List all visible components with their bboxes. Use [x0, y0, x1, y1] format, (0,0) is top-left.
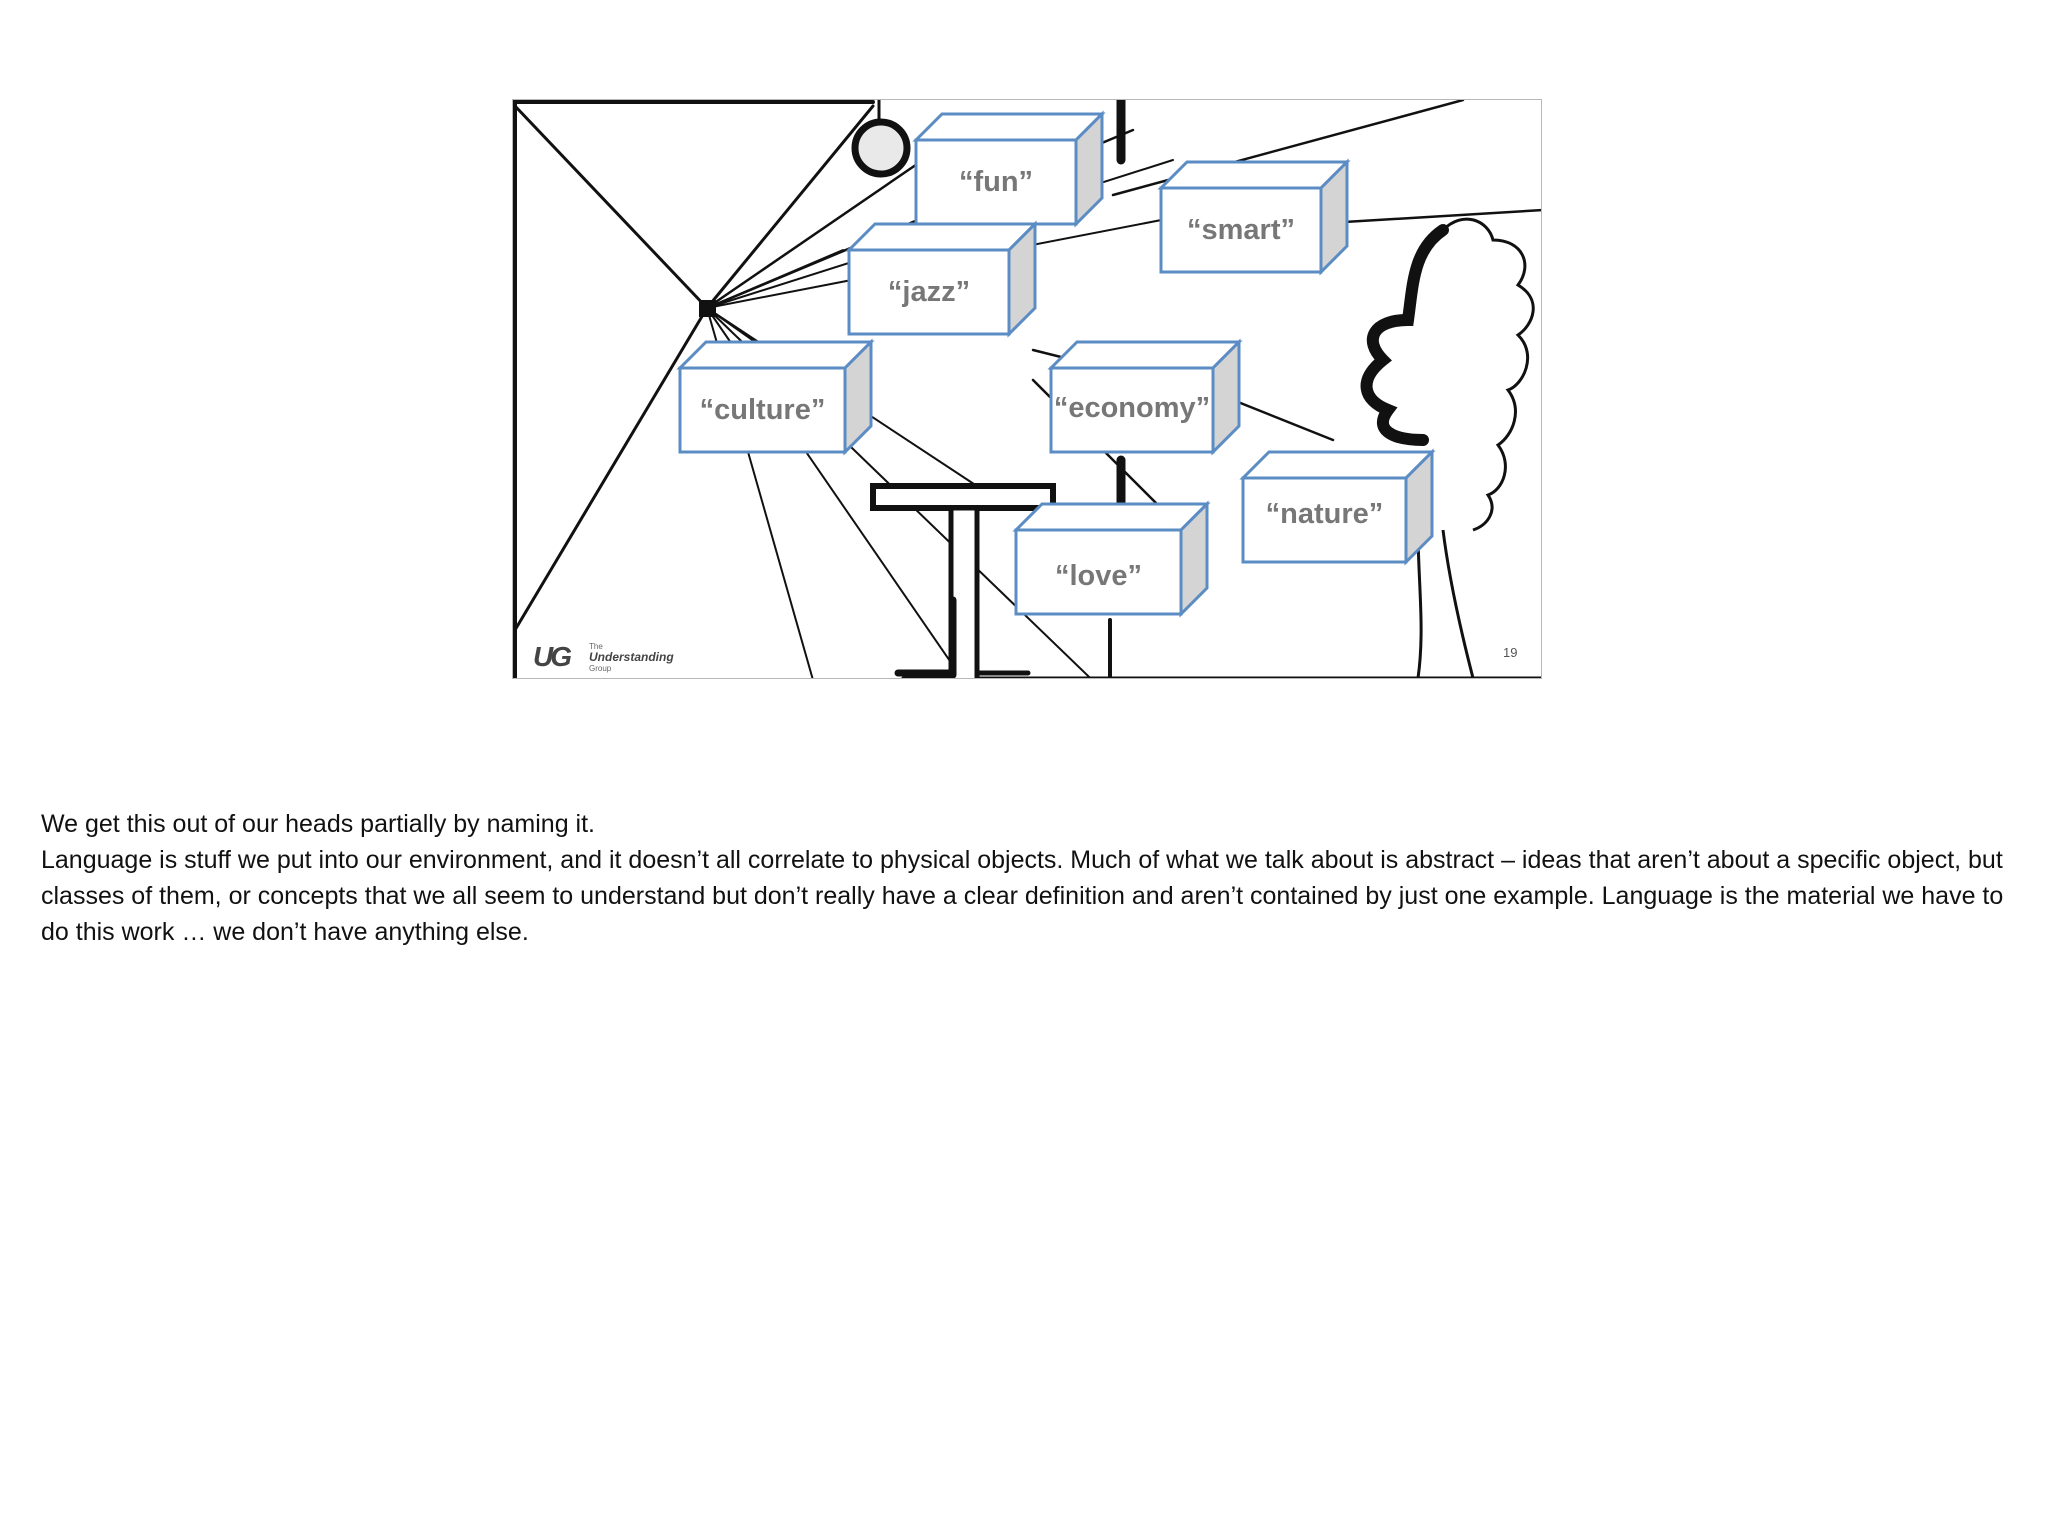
notes-paragraph: Language is stuff we put into our environment, and it doesn’t all correlate to physical objects. Much of what we talk about is abstract – ideas that aren’t about a specific object, but classes of them, or concepts that we all seem to understand but don’t really have a clear definition and aren’t contained by just one example. Language is the material we have to do this work … we don’t have anything else. [41, 846, 2004, 946]
tree [1367, 219, 1534, 678]
box-label-smart: “smart” [1187, 214, 1295, 246]
box-label-culture: “culture” [699, 394, 826, 426]
notes-line-1: We get this out of our heads partially by naming it. [41, 810, 596, 838]
box-label-economy: “economy” [1053, 392, 1211, 424]
box-label-fun: “fun” [958, 166, 1034, 198]
logo-mark: UG [533, 641, 569, 672]
box-label-love: “love” [1054, 560, 1143, 592]
logo-text-understanding: Understanding [589, 650, 674, 664]
box-love [1016, 504, 1207, 614]
vanishing-point [699, 300, 716, 317]
slide-number: 19 [1503, 645, 1518, 660]
logo-text-group: Group [589, 664, 612, 673]
logo-text-the: The [589, 642, 603, 651]
box-label-nature: “nature” [1265, 498, 1384, 530]
box-label-jazz: “jazz” [887, 276, 971, 308]
slide [512, 99, 1542, 679]
presenter-notes [41, 806, 2021, 950]
company-logo [533, 640, 673, 674]
lamp [855, 122, 907, 174]
